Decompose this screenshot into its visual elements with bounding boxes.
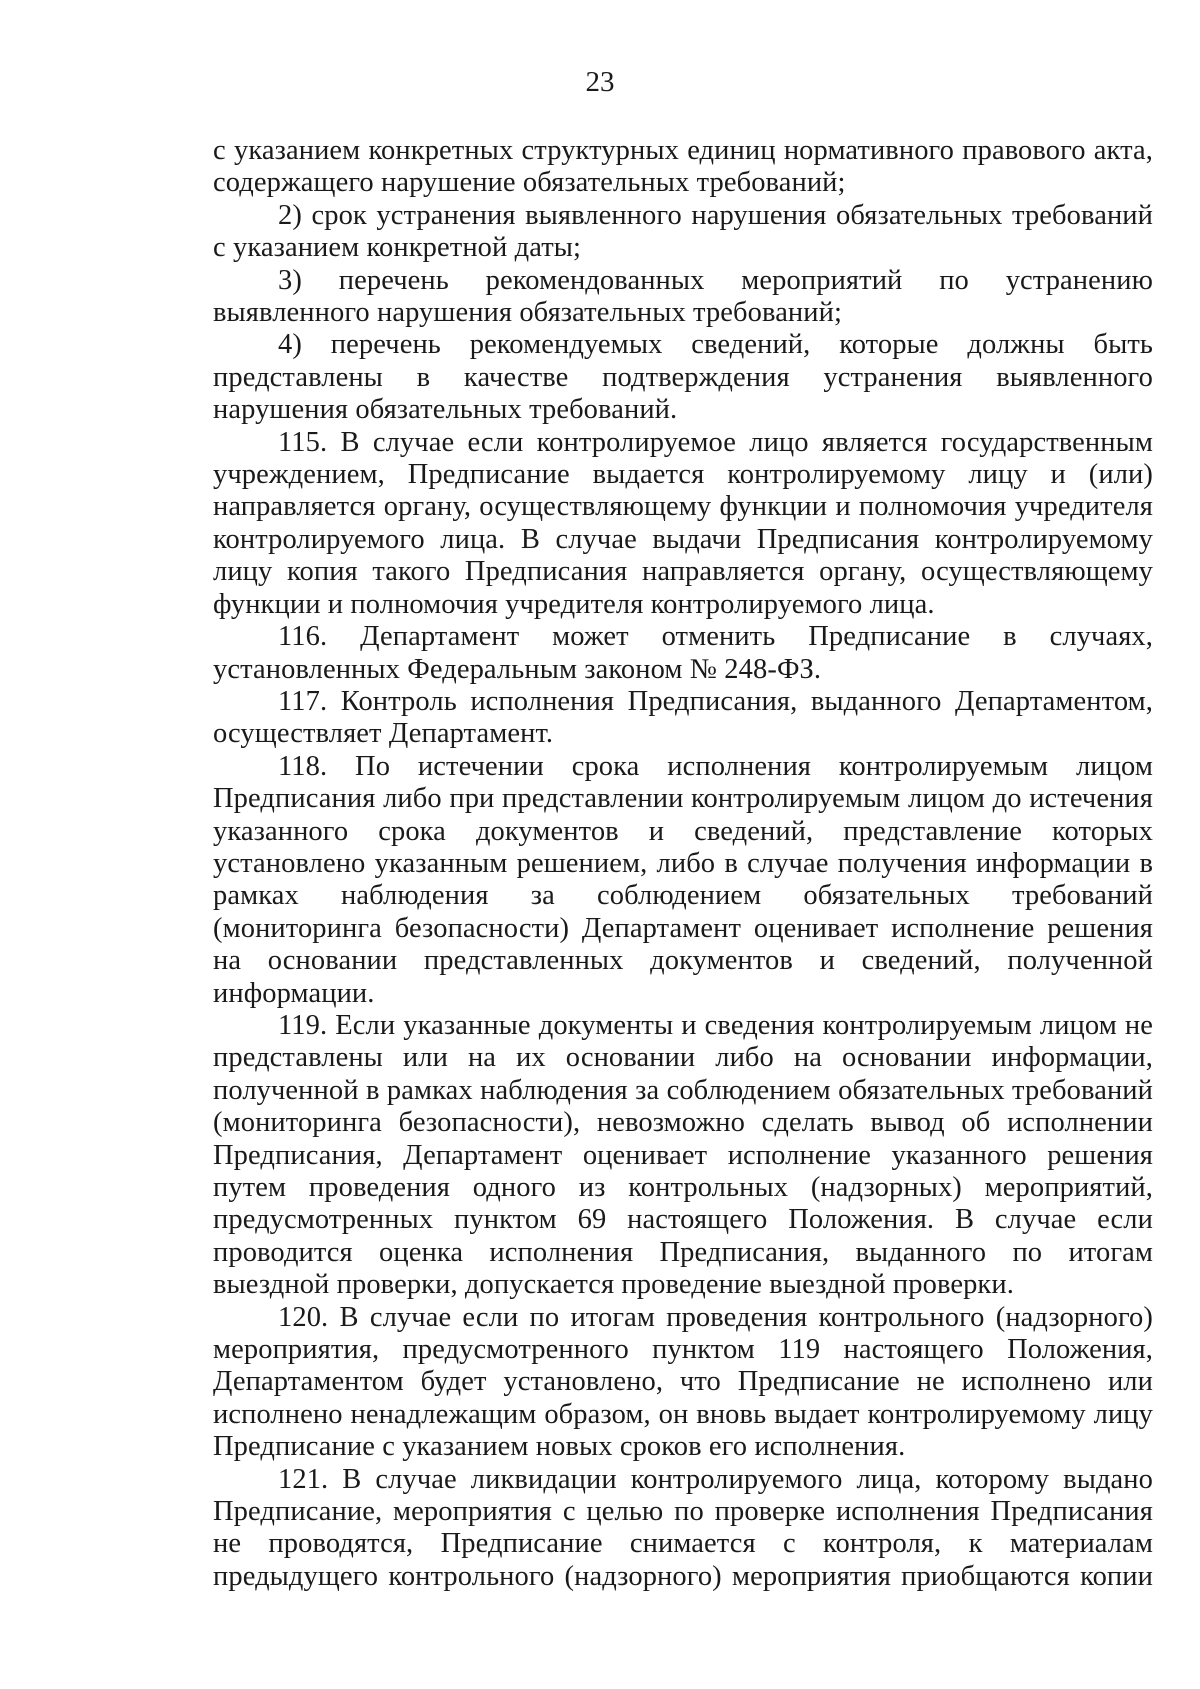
document-body xyxy=(213,135,1153,1593)
paragraph-121: 121. В случае ликвидации контролируемого лица, которому выдано Предписание, мероприятия с целью по проверке исполнения Предписания не проводятся, Предписание снимается с контроля, к материалам предыдущего контрольного (надзорного) мероприятия приобщаются копии xyxy=(213,1463,1153,1592)
list-item-3: 3) перечень рекомендованных мероприятий по устранению выявленного нарушения обязательных требований; xyxy=(213,264,1153,329)
list-item-2: 2) срок устранения выявленного нарушения обязательных требований с указанием конкретной даты; xyxy=(213,199,1153,264)
list-item-4: 4) перечень рекомендуемых сведений, которые должны быть представлены в качестве подтверждения устранения выявленного нарушения обязательных требований. xyxy=(213,329,1153,426)
paragraph-119: 119. Если указанные документы и сведения контролируемым лицом не представлены или на их основании либо на основании информации, полученной в рамках наблюдения за соблюдением обязательных требований (мониторинга безопасности), невозможно сделать вывод об исполнении Предписания, Департамент оценивает исполнение указанного решения путем проведения одного из контрольных (надзорных) мероприятий, предусмотренных пунктом 69 настоящего Положения. В случае если проводится оценка исполнения Предписания, выданного по итогам выездной проверки, допускается проведение выездной проверки. xyxy=(213,1009,1153,1301)
paragraph-120: 120. В случае если по итогам проведения контрольного (надзорного) мероприятия, предусмотренного пунктом 119 настоящего Положения, Департаментом будет установлено, что Предписание не исполнено или исполнено ненадлежащим образом, он вновь выдает контролируемому лицу Предписание с указанием новых сроков его исполнения. xyxy=(213,1301,1153,1463)
paragraph-116: 116. Департамент может отменить Предписание в случаях, установленных Федеральным законом № 248-ФЗ. xyxy=(213,621,1153,685)
paragraph-115: 115. В случае если контролируемое лицо является государственным учреждением, Предписание выдается контролируемому лицу и (или) направляется органу, осуществляющему функции и полномочия учредителя контролируемого лица. В случае выдачи Предписания контролируемому лицу копия такого Предписания направляется органу, осуществляющему функции и полномочия учредителя контролируемого лица. xyxy=(213,426,1153,620)
paragraph-117: 117. Контроль исполнения Предписания, выданного Департаментом, осуществляет Департамент. xyxy=(213,685,1153,750)
paragraph-118: 118. По истечении срока исполнения контролируемым лицом Предписания либо при представлении контролируемым лицом до истечения указанного срока документов и сведений, представление которых установлено указанным решением, либо в случае получения информации в рамках наблюдения за соблюдением обязательных требований (мониторинга безопасности) Департамент оценивает исполнение решения на основании представленных документов и сведений, полученной информации. xyxy=(213,750,1153,1009)
page-number: 23 xyxy=(585,66,615,98)
paragraph-continuation: с указанием конкретных структурных единиц нормативного правового акта, содержащего нарушение обязательных требований; xyxy=(213,135,1153,199)
